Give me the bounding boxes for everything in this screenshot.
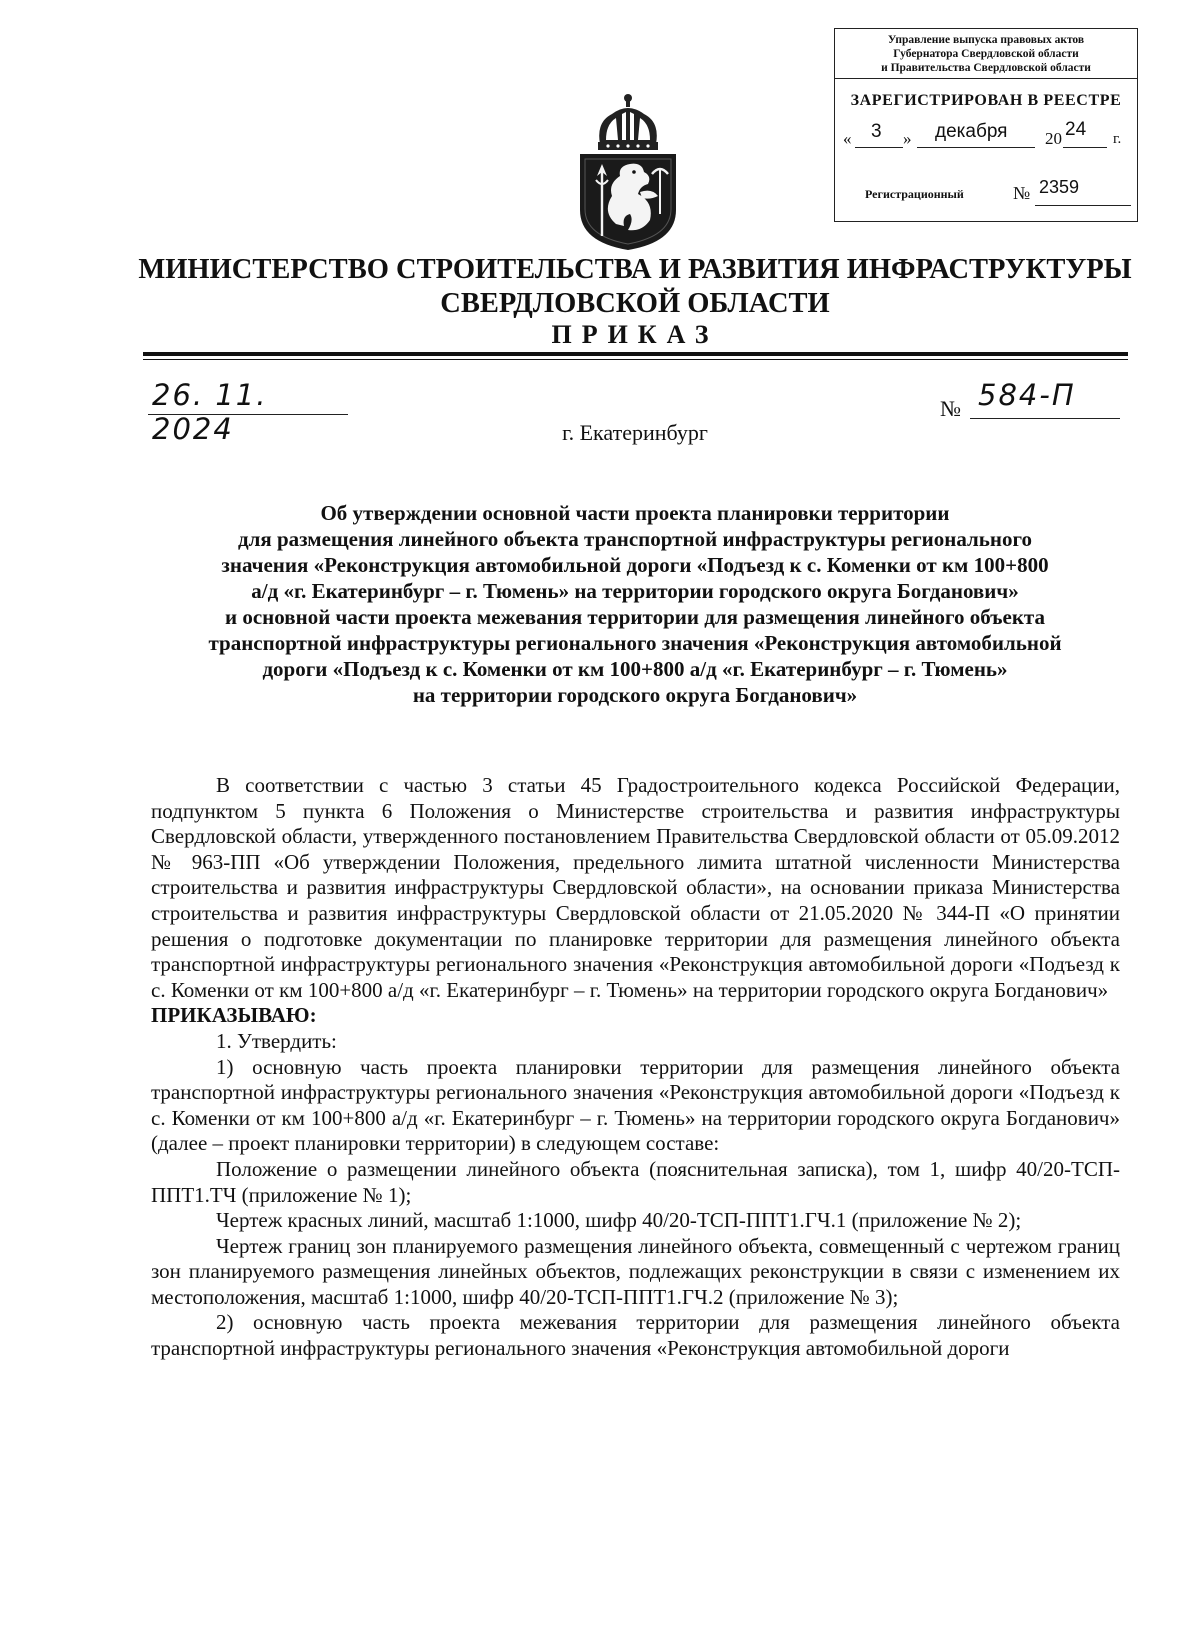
title-line: а/д «г. Екатеринбург – г. Тюмень» на территории городского округа Богданович» [251, 579, 1019, 603]
stamp-office [835, 29, 1137, 79]
stamp-year-suffix: 24 [1065, 119, 1087, 140]
order-word: ПРИКАЗЫВАЮ: [151, 1003, 317, 1028]
header-rule-thin [143, 359, 1128, 360]
stamp-reg-number: 2359 [1039, 177, 1080, 197]
item-1: 1. Утвердить: [216, 1028, 337, 1053]
preamble-paragraph: В соответствии с частью 3 статьи 45 Градостроительного кодекса Российской Федерации, подпунктом 5 пункта 6 Положения о Министерстве строительства и развития инфраструктуры Свердловской области, утвержденного постановлением Правительства Свердловской области от 05.09.2012 № 963-ПП «Об утверждении Положения, предельного лимита штатной численности Министерства строительства и развития инфраструктуры Свердловской области», на основании приказа Министерства строительства и развития инфраструктуры Свердловской области от 21.05.2020 № 344-П «О принятии решения о подготовке документации по планировке территории для размещения линейного объекта транспортной инфраструктуры регионального значения «Реконструкция автомобильной дороги «Подъезд к с. Коменки от км 100+800 а/д «г. Екатеринбург – г. Тюмень» на территории городского округа Богданович» [151, 773, 1120, 1002]
title-line: Об утверждении основной части проекта планировки территории [320, 501, 950, 525]
stamp-day: 3 [871, 121, 882, 142]
stamp-registration [865, 177, 1135, 207]
title-line: транспортной инфраструктуры регионального значения «Реконструкция автомобильной [208, 631, 1062, 655]
item-1-1: 1) основную часть проекта планировки территории для размещения линейного объекта транспортной инфраструктуры регионального значения «Реконструкция автомобильной дороги «Подъезд к с. Коменки от км 100+800 а/д «г. Екатеринбург – г. Тюмень» на территории городского округа Богданович» (далее – проект планировки территории) в следующем составе: [151, 1054, 1120, 1156]
stamp-office-line: Управление выпуска правовых актов [887, 34, 1085, 46]
stamp-date [843, 121, 1133, 165]
title-line: для размещения линейного объекта транспортной инфраструктуры регионального [237, 527, 1033, 551]
order-date: 26. 11. 2024 [152, 378, 268, 446]
stamp-year-unit: г. [1113, 131, 1122, 147]
ministry-name [100, 253, 1170, 321]
order-number: 584-П [978, 378, 1076, 412]
stamp-office-line: Губернатора Свердловской области [893, 48, 1079, 60]
stamp-office-line: и Правительства Свердловской области [881, 62, 1091, 74]
document-type: ПРИКАЗ [551, 320, 719, 349]
appendix-3: Чертеж границ зон планируемого размещения линейного объекта, совмещенный с чертежом границ зон планируемого размещения линейных объектов, подлежащих реконструкции в связи с изменением их местоположения, масштаб 1:1000, шифр 40/20-ТСП-ППТ1.ГЧ.2 (приложение № 3); [151, 1233, 1120, 1309]
stamp-year-prefix: 20 [1045, 129, 1062, 148]
stamp-quote-open: « [843, 129, 852, 148]
stamp-quote-close: » [903, 129, 912, 148]
title-line: дороги «Подъезд к с. Коменки от км 100+800 а/д «г. Екатеринбург – г. Тюмень» [262, 657, 1008, 681]
order-number-line [970, 418, 1120, 419]
header-rule-thick [143, 352, 1128, 356]
appendix-2: Чертеж красных линий, масштаб 1:1000, шифр 40/20-ТСП-ППТ1.ГЧ.1 (приложение № 2); [216, 1208, 1022, 1233]
stamp-reg-label: Регистрационный [865, 187, 964, 201]
stamp-title: ЗАРЕГИСТРИРОВАН В РЕЕСТРЕ [850, 92, 1122, 109]
title-line: значения «Реконструкция автомобильной дороги «Подъезд к с. Коменки от км 100+800 [221, 553, 1049, 577]
stamp-reg-no-sign: № [1013, 183, 1031, 203]
ministry-name-line: СВЕРДЛОВСКОЙ ОБЛАСТИ [440, 288, 830, 319]
ministry-name-line: МИНИСТЕРСТВО СТРОИТЕЛЬСТВА И РАЗВИТИЯ ИНФРАСТРУКТУРЫ [138, 254, 1132, 285]
document-body [151, 773, 1120, 1362]
title-line: на территории городского округа Богданович» [412, 683, 858, 707]
document-title [150, 500, 1120, 708]
stamp-month: декабря [935, 121, 1008, 142]
order-date-line [148, 414, 348, 415]
coat-of-arms-icon [572, 92, 684, 252]
title-line: и основной части проекта межевания территории для размещения линейного объекта [225, 605, 1045, 629]
appendix-1: Положение о размещении линейного объекта (пояснительная записка), том 1, шифр 40/20-ТСП-ППТ1.ТЧ (приложение № 1); [151, 1156, 1120, 1207]
city: г. Екатеринбург [562, 420, 708, 445]
order-number-label: № [940, 396, 961, 421]
item-1-2: 2) основную часть проекта межевания территории для размещения линейного объекта транспортной инфраструктуры регионального значения «Реконструкция автомобильной дороги [151, 1310, 1120, 1361]
registration-stamp [834, 28, 1138, 222]
